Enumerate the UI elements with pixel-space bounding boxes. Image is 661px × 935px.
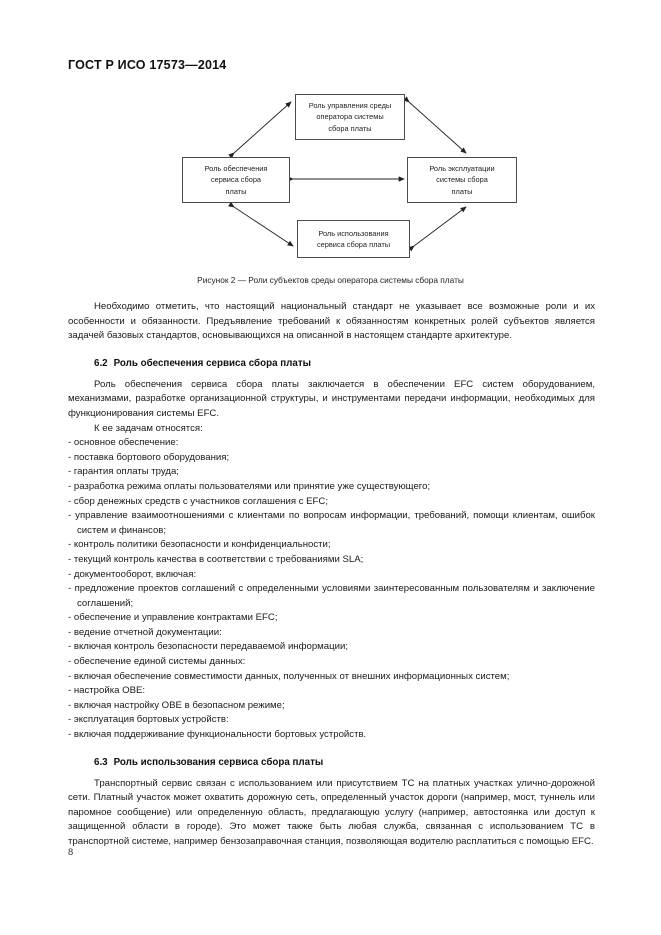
page-number: 8 bbox=[68, 846, 74, 857]
figure-box-management-role bbox=[295, 94, 405, 140]
figure-box-left-line-3: платы bbox=[225, 186, 247, 196]
list-item: - сбор денежных средств с участников соглашения с EFC; bbox=[68, 495, 329, 507]
list-item: - документооборот, включая: bbox=[68, 568, 197, 580]
section-6-2-paragraph: Роль обеспечения сервиса сбора платы заключается в обеспечении EFC систем оборудованием, механизмами, разработке организационной структуры, и инструментами передачи информации, необходимых для функционирования системы EFC. bbox=[68, 378, 595, 419]
list-item: - эксплуатация бортовых устройств: bbox=[68, 714, 229, 726]
list-item: - ведение отчетной документации: bbox=[68, 626, 222, 638]
document-body bbox=[68, 300, 595, 850]
section-heading-6-2 bbox=[94, 358, 595, 369]
figure-box-top-line-3: сбора платы bbox=[328, 123, 372, 133]
list-item: - настройка OBE: bbox=[68, 685, 146, 697]
section-6-2-task-list bbox=[68, 436, 595, 742]
list-item: - включая поддерживание функциональности бортовых устройств. bbox=[68, 729, 367, 741]
figure-box-top-line-1: Роль управления среды bbox=[308, 100, 392, 110]
intro-paragraph: Необходимо отметить, что настоящий национальный стандарт не указывает все возможные роли и их особенности и обязанности. Предъявление требований к обязанностям конкретных ролей субъектов является задачей базовых стандартов, основывающихся на описанной в настоящем стандарте архитектуре. bbox=[68, 301, 595, 342]
list-item: - предложение проектов соглашений с определенными условиями заинтересованным пользователям и заключение соглашений; bbox=[68, 583, 595, 609]
section-number-6-2: 6.2 bbox=[94, 357, 108, 369]
figure-2-diagram bbox=[0, 86, 661, 266]
list-item: - обеспечение единой системы данных: bbox=[68, 656, 246, 668]
list-item: - включая обеспечение совместимости данных, полученных от внешних информационных систем; bbox=[68, 670, 510, 682]
section-title-6-3: Роль использования сервиса сбора платы bbox=[113, 756, 324, 768]
figure-box-bottom-line-1: Роль использования bbox=[318, 228, 389, 238]
document-header-standard-number: ГОСТ Р ИСО 17573—2014 bbox=[68, 58, 227, 72]
section-heading-6-3 bbox=[94, 757, 595, 768]
list-item: - включая настройку OBE в безопасном режиме; bbox=[68, 699, 285, 711]
figure-box-operation-role bbox=[407, 157, 517, 203]
figure-box-bottom-line-2: сервиса сбора платы bbox=[316, 240, 391, 249]
figure-box-service-provision-role bbox=[182, 157, 290, 203]
list-item: - поставка бортового оборудования; bbox=[68, 451, 230, 463]
section-number-6-3: 6.3 bbox=[94, 756, 108, 768]
list-item: - гарантия оплаты труда; bbox=[68, 466, 179, 478]
section-6-2-tasks-lead: К ее задачам относятся: bbox=[94, 422, 203, 434]
figure-box-right-line-1: Роль эксплуатации bbox=[429, 163, 495, 173]
list-item: - управление взаимоотношениями с клиентами по вопросам информации, требований, помощи клиентам, ошибок систем и финансов; bbox=[68, 510, 595, 536]
figure-caption: Рисунок 2 — Роли субъектов среды оператора системы сбора платы bbox=[197, 275, 464, 285]
figure-box-left-line-2: сервиса сбора bbox=[210, 175, 262, 185]
section-title-6-2: Роль обеспечения сервиса сбора платы bbox=[113, 357, 311, 369]
list-item: - контроль политики безопасности и конфиденциальности; bbox=[68, 539, 331, 551]
figure-box-service-usage-role bbox=[297, 220, 410, 258]
list-item: - разработка режима оплаты пользователями или принятие уже существующего; bbox=[68, 480, 431, 492]
section-6-3-paragraph: Транспортный сервис связан с использованием или присутствием ТС на платных участках улично-дорожной сети. Платный участок может охватить дорожную сеть, определенный участок дороги (например, мост, туннель или паромное сообщение) или определенную область, предлагающую услугу (например, автостоянка или доступ к защищенной области в городе). Это может также быть любая служба, связанная с использованием ТС в транспортной системе, например бензозаправочная станция, позволяющая водителю расплатиться с помощью EFC. bbox=[68, 777, 595, 847]
figure-box-right-line-2: системы сбора bbox=[436, 175, 488, 185]
figure-box-right-line-3: платы bbox=[451, 186, 473, 196]
list-item: - включая контроль безопасности передаваемой информации; bbox=[68, 641, 348, 653]
list-item: - обеспечение и управление контрактами EFC; bbox=[68, 612, 278, 624]
list-item: - основное обеспечение: bbox=[68, 437, 179, 449]
figure-box-left-line-1: Роль обеспечения bbox=[204, 163, 268, 173]
figure-box-top-line-2: оператора системы bbox=[316, 112, 384, 122]
list-item: - текущий контроль качества в соответствии с требованиями SLA; bbox=[68, 553, 364, 565]
